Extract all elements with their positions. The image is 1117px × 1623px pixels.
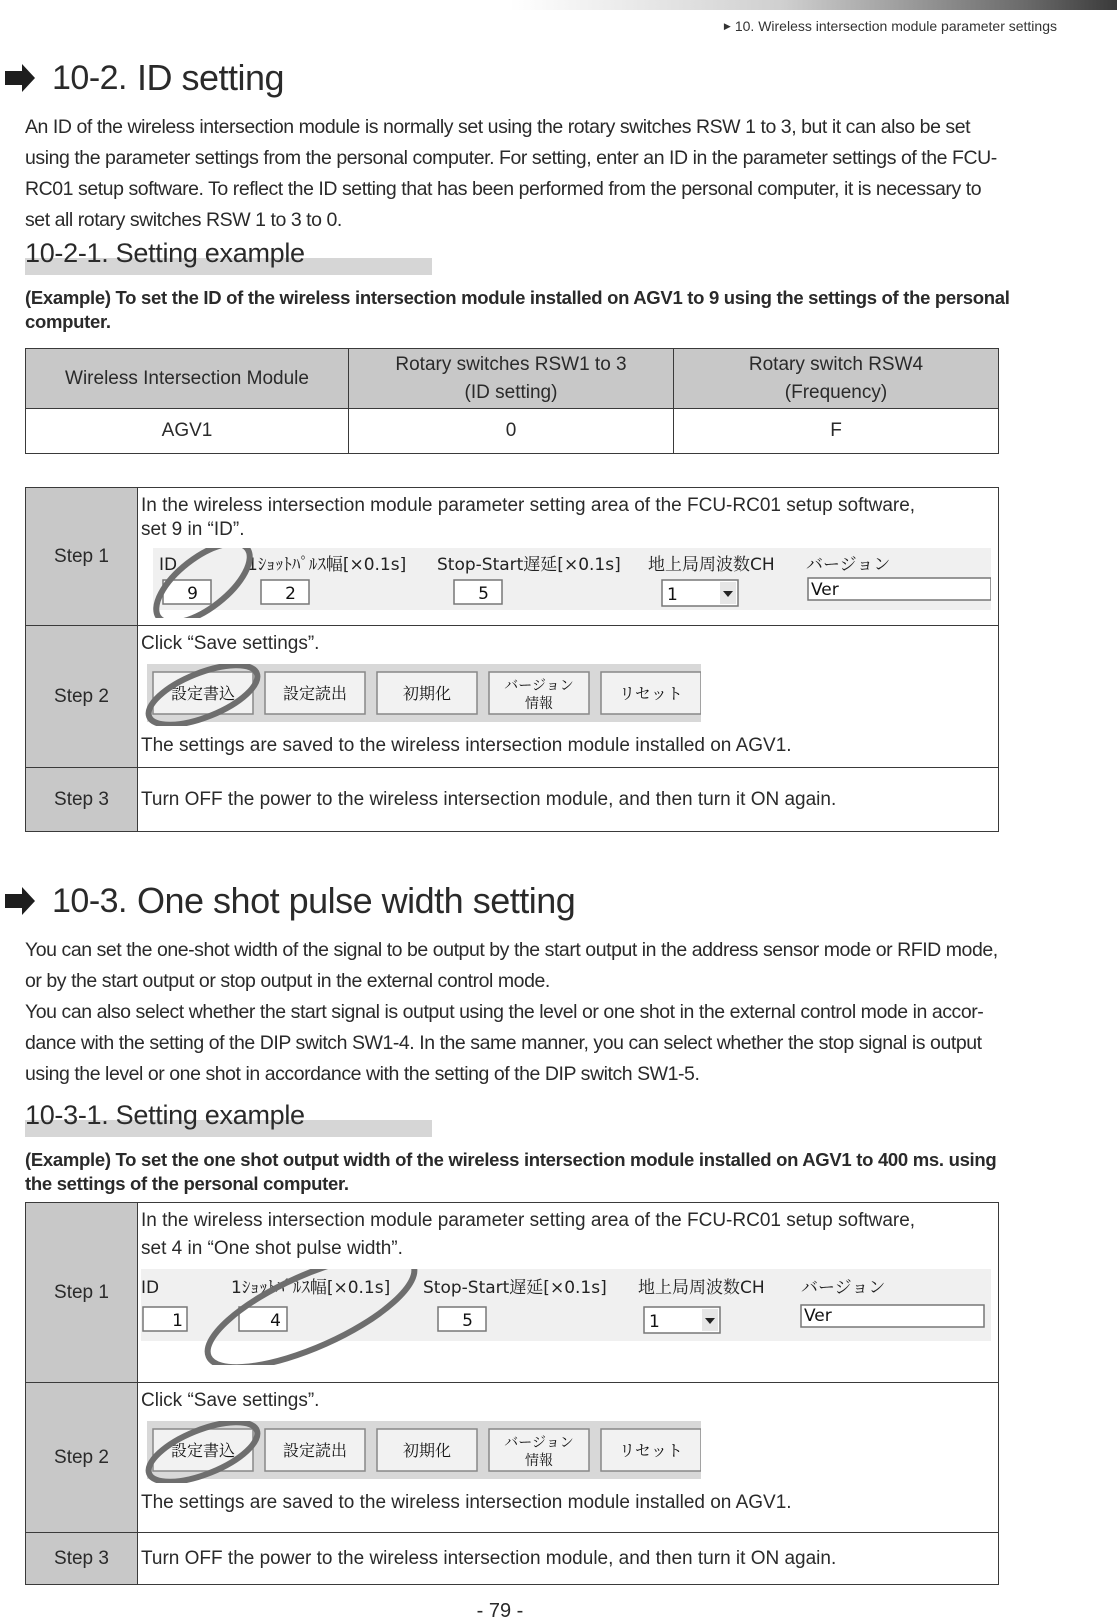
step-content: In the wireless intersection module parameter setting area of the FCU-RC01 setup software, set 9 in “ID”. ID 1ｼｮｯﾄﾊﾟﾙｽ幅[×0.1s] Stop-Start遅延[×0.1s] 地上局周波数CH バージョン 9 2 5 1 Ver bbox=[138, 488, 999, 626]
example-10-3: (Example) To set the one shot output width of the wireless intersection module installed on AGV1 to 400 ms. using the settings of the personal computer. bbox=[25, 1149, 997, 1194]
param-label-ch: 地上局周波数CH bbox=[648, 555, 775, 575]
svg-text:情報: 情報 bbox=[525, 696, 553, 712]
table-cell: AGV1 bbox=[26, 409, 349, 454]
save-settings-button: 設定書込 bbox=[170, 1441, 236, 1460]
section-title-10-2: 10-2. ID setting bbox=[0, 57, 284, 99]
button-bar-screenshot bbox=[141, 1421, 701, 1483]
step-content: Turn OFF the power to the wireless intersection module, and then turn it ON again. bbox=[138, 1533, 999, 1585]
table-cell: F bbox=[674, 409, 999, 454]
step-content: Turn OFF the power to the wireless intersection module, and then turn it ON again. bbox=[138, 768, 999, 832]
id-setting-table bbox=[25, 348, 999, 454]
param-label-id: ID bbox=[141, 1278, 160, 1298]
step-label: Step 2 bbox=[26, 1383, 138, 1533]
step-label: Step 2 bbox=[26, 626, 138, 768]
svg-text:5: 5 bbox=[462, 1311, 473, 1331]
version-info-button: バージョン bbox=[504, 678, 574, 694]
parameter-screenshot bbox=[141, 548, 991, 618]
breadcrumb: ▶ 10. Wireless intersection module parameter settings bbox=[723, 18, 1057, 34]
step-content: Click “Save settings”. 設定書込 設定読出 初期化 バージョン 情報 リセット The settings are saved to the wireless intersection module installed on AGV1. bbox=[138, 626, 999, 768]
param-label-pulse: 1ｼｮｯﾄﾊﾟﾙｽ幅[×0.1s] bbox=[247, 555, 407, 575]
section-10-3-intro: You can set the one-shot width of the signal to be output by the start output in the address sensor mode or RFID mode, or by the start output or stop output in the external control mode. You can also select whether the start signal is output using the level or one shot in the external control mode in accor-dance with the setting of the DIP switch SW1-4. In the same manner, you can select whether the stop signal is output using the level or one shot in accordance with the setting of the DIP switch SW1-5. bbox=[25, 939, 998, 1085]
table-cell: 0 bbox=[349, 409, 674, 454]
svg-text:2: 2 bbox=[285, 584, 296, 604]
version-info-button: バージョン bbox=[504, 1435, 574, 1451]
col-header-module: Wireless Intersection Module bbox=[26, 349, 349, 409]
svg-text:5: 5 bbox=[478, 584, 489, 604]
arrow-circle-icon bbox=[0, 882, 38, 920]
svg-text:Ver: Ver bbox=[804, 1306, 832, 1326]
step-content: Click “Save settings”. 設定書込 設定読出 初期化 バージョン 情報 リセット The settings are saved to the wireless intersection module installed on AGV1. bbox=[138, 1383, 999, 1533]
svg-text:Ver: Ver bbox=[811, 580, 839, 600]
save-settings-button: 設定書込 bbox=[170, 684, 236, 703]
example-10-2: (Example) To set the ID of the wireless intersection module installed on AGV1 to 9 using the settings of the personal computer. bbox=[25, 287, 1010, 332]
initialize-button: 初期化 bbox=[402, 684, 452, 703]
svg-text:1: 1 bbox=[649, 1312, 660, 1332]
subheading-10-3-1: 10-3-1. Setting example bbox=[25, 1100, 305, 1130]
header-gradient-bar bbox=[510, 0, 1117, 10]
parameter-screenshot bbox=[141, 1269, 991, 1365]
param-label-ch: 地上局周波数CH bbox=[638, 1278, 765, 1298]
param-label-delay: Stop-Start遅延[×0.1s] bbox=[437, 555, 621, 575]
svg-text:4: 4 bbox=[270, 1311, 281, 1331]
step-label: Step 1 bbox=[26, 1203, 138, 1383]
step-label: Step 3 bbox=[26, 768, 138, 832]
param-label-pulse: 1ｼｮｯﾄﾊﾟﾙｽ幅[×0.1s] bbox=[231, 1278, 391, 1298]
col-header-rsw1-3: Rotary switches RSW1 to 3 (ID setting) bbox=[349, 349, 674, 409]
page-number: - 79 - bbox=[476, 1600, 524, 1622]
svg-text:9: 9 bbox=[187, 584, 198, 604]
section-title-10-3: 10-3. One shot pulse width setting bbox=[0, 880, 575, 922]
reset-button: リセット bbox=[619, 684, 683, 703]
step-content: In the wireless intersection module parameter setting area of the FCU-RC01 setup software, set 4 in “One shot pulse width”. ID 1ｼｮｯﾄﾊﾟﾙｽ幅[×0.1s] Stop-Start遅延[×0.1s] 地上局周波数CH バージョン 1 4 5 1 Ver bbox=[138, 1203, 999, 1383]
col-header-rsw4: Rotary switch RSW4 (Frequency) bbox=[674, 349, 999, 409]
read-settings-button: 設定読出 bbox=[282, 1441, 348, 1460]
svg-text:1: 1 bbox=[667, 585, 678, 605]
read-settings-button: 設定読出 bbox=[282, 684, 348, 703]
button-bar-screenshot bbox=[141, 664, 701, 726]
section-10-2-intro: An ID of the wireless intersection module is normally set using the rotary switches RSW 1 to 3, but it can also be set using the parameter settings from the personal computer. For setting, enter an ID in the parameter settings of the FCU-RC01 setup software. To reflect the ID setting that has been performed from the personal computer, it is necessary to set all rotary switches RSW 1 to 3 to 0. bbox=[25, 116, 997, 231]
table-row bbox=[26, 409, 999, 454]
param-label-version: バージョン bbox=[806, 555, 891, 575]
steps-table-10-3 bbox=[25, 1202, 999, 1585]
arrow-circle-icon bbox=[0, 59, 38, 97]
svg-text:情報: 情報 bbox=[525, 1453, 553, 1469]
param-label-version: バージョン bbox=[801, 1278, 886, 1298]
param-label-id: ID bbox=[159, 555, 178, 575]
subheading-10-2-1: 10-2-1. Setting example bbox=[25, 238, 305, 268]
param-label-delay: Stop-Start遅延[×0.1s] bbox=[423, 1278, 607, 1298]
triangle-right-icon: ▶ bbox=[723, 21, 731, 31]
initialize-button: 初期化 bbox=[402, 1441, 452, 1460]
reset-button: リセット bbox=[619, 1441, 683, 1460]
step-label: Step 1 bbox=[26, 488, 138, 626]
step-label: Step 3 bbox=[26, 1533, 138, 1585]
steps-table-10-2 bbox=[25, 487, 999, 832]
svg-text:1: 1 bbox=[172, 1311, 183, 1331]
